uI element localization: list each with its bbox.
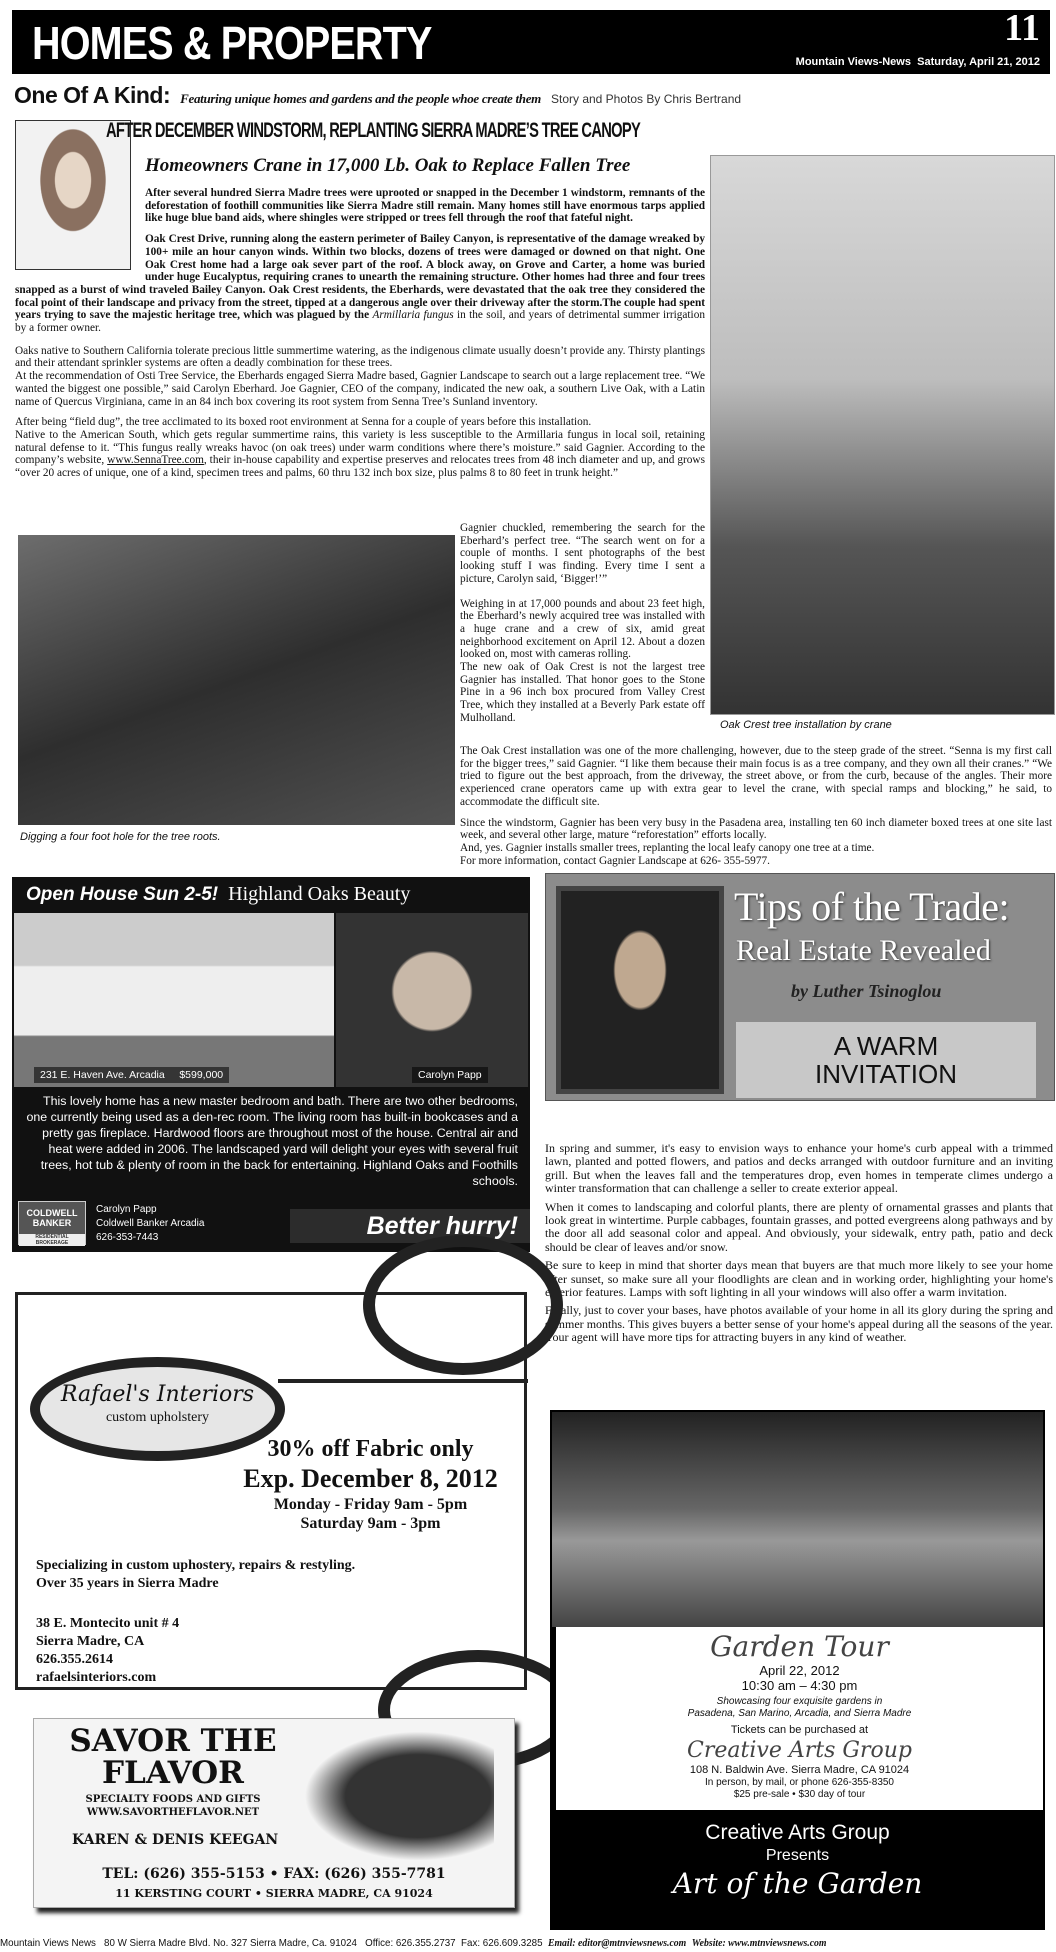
- digging-photo-caption: Digging a four foot hole for the tree roots.: [20, 831, 221, 843]
- open-house-ad: [12, 877, 530, 1252]
- footer-email[interactable]: Email: editor@mtnviewsnews.com: [547, 1938, 687, 1949]
- owners: KAREN & DENIS KEEGAN: [72, 1832, 279, 1848]
- paragraph: After being “field dug”, the tree acclimated to its boxed root environment at Senna for a couple of years before this installation.: [15, 416, 592, 429]
- agent-contact: [96, 1203, 204, 1245]
- organizer-script: Creative Arts Group: [687, 1738, 912, 1763]
- specialty-line: Over 35 years in Sierra Madre: [36, 1576, 219, 1591]
- article-headline: AFTER DECEMBER WINDSTORM, REPLANTING SIERRA MADRE’S TREE CANOPY: [106, 119, 641, 142]
- masthead-info: [796, 56, 1040, 68]
- paragraph: When it comes to landscaping and colorful plants, there are plenty of ornamental grasses and plants that look great in wintertime. Purple cabbages, fountain grasses, and potted evergreens along pathways and by the door all add seasonal color and appeal. And obviously, your sidewalk, entry path, patio and deck should be clear of leaves and/or snow.: [545, 1199, 1053, 1254]
- tour-title: Garden Tour: [710, 1630, 889, 1663]
- decorative-rule: [278, 1379, 528, 1383]
- ticket-methods: In person, by mail, or phone 626-355-8350: [704, 1777, 894, 1788]
- footer-address: 80 W Sierra Madre Blvd. No. 327 Sierra Madre, Ca. 91024: [104, 1937, 357, 1949]
- vintage-illustration: [304, 1731, 494, 1861]
- phone-fax: TEL: (626) 355-5153 • FAX: (626) 355-7781: [102, 1866, 446, 1882]
- senna-link[interactable]: www.SennaTree.com: [107, 454, 204, 467]
- event-name: Art of the Garden: [672, 1867, 923, 1900]
- digging-photo: [18, 535, 455, 825]
- website: rafaelsinteriors.com: [36, 1670, 157, 1685]
- crane-photo: [710, 155, 1055, 715]
- paragraph-text: in the soil, and years of detrimental summer irrigation by a former owner.: [15, 309, 705, 335]
- listing-price: $599,000: [179, 1069, 224, 1081]
- paragraph: The Oak Crest installation was one of the more challenging, however, due to the steep grade of the street. “Senna is my first call for the bigger trees,” said Gagnier. “I like them because their main focus is as a tree company, and they own all their cranes.” “We tried to figure out the best approach, from the driveway, the street above, or from the curb, because of the angles. Their more experienced crane operators came up with extra gear to level the crane, with special ramps and blocking,” he said, to accommodate the difficult site.: [460, 745, 1052, 808]
- event-banner: [552, 1814, 1043, 1902]
- house-photo: [14, 913, 334, 1087]
- article-subhead: Homeowners Crane in 17,000 Lb. Oak to Replace Fallen Tree: [145, 155, 631, 176]
- listing-description: This lovely home has a new master bedroom and bath. There are two other bedrooms, one currently being used as a den-rec room. The living room has built-in bookcases and a pretty gas fireplace. Hardwood floors are throughout most of the house. Central air and heat were added in 2006. The landscaped yard will delight your eyes with several fruit trees, hot tub & plenty of room in the back for entertaining. Highland Oaks and Foothills schools.: [26, 1094, 518, 1188]
- business-address: [36, 1615, 179, 1687]
- paragraph-text: Native to the American South, which gets regular summertime rains, this variety is less susceptible to the Armillaria fungus in local soil, retaining natural defense to it. “This fungus really wreaks havoc (on oak trees) under warm conditions where there’s moisture.” said Gagnier. According to the company’s website,: [15, 428, 705, 467]
- hours-weekday: Monday - Friday 9am - 5pm: [273, 1496, 468, 1513]
- rafaels-interiors-ad: [15, 1292, 527, 1690]
- section-title: HOMES & PROPERTY: [32, 17, 432, 69]
- organizer-name: Creative Arts Group: [705, 1821, 890, 1844]
- tour-date: April 22, 2012: [759, 1663, 840, 1678]
- contact-name: Carolyn Papp: [96, 1204, 157, 1215]
- paragraph: Gagnier chuckled, remembering the search for the Eberhard’s perfect tree. “The search went on for a couple of months. I sent photographs of the best looking stuff I was finding. Every time I sent a picture, Carolyn said, ‘Bigger!’”: [460, 522, 705, 585]
- italic-term: Armillaria fungus: [372, 309, 454, 322]
- address-line: Sierra Madre, CA: [36, 1634, 145, 1649]
- column-byline: by Luther Tsinoglou: [791, 981, 942, 1001]
- agent-caption: Carolyn Papp: [412, 1067, 488, 1083]
- tagline: SPECIALTY FOODS AND GIFTS: [85, 1794, 261, 1805]
- title-line: FLAVOR: [102, 1755, 244, 1791]
- agent-photo: [336, 913, 528, 1087]
- paragraph: After several hundred Sierra Madre trees were uprooted or snapped in the December 1 windstorm, remnants of the deforestation of foothill communities like Sierra Madre still remain. Many homes still have enormous tarps applied like huge blue band aids, where shingles were stripped or trees fell through the roof that fateful night.: [145, 187, 705, 225]
- offer-expiry: Exp. December 8, 2012: [243, 1464, 498, 1493]
- column-kicker: [14, 82, 741, 109]
- listing-address: 231 E. Haven Ave. Arcadia: [40, 1069, 165, 1081]
- paragraph: Oaks native to Southern California tolerate precious little summertime watering, as the indigenous climate usually doesn’t provide any. Thirsty plantings and their attendant sprinkler systems are often a deadly combination for these trees.: [15, 344, 706, 370]
- garden-photo: [552, 1412, 1043, 1627]
- issue-date: Saturday, April 21, 2012: [917, 56, 1040, 68]
- showcase-line: Showcasing four exquisite gardens in: [716, 1696, 883, 1707]
- paragraph: For more information, contact Gagnier Landscape at 626- 355-5977.: [460, 854, 770, 867]
- article: [15, 118, 705, 480]
- kicker-title: One Of A Kind:: [14, 82, 171, 108]
- crane-photo-caption: Oak Crest tree installation by crane: [720, 719, 892, 731]
- phone: 626.355.2614: [36, 1652, 113, 1667]
- decorative-swirl: [363, 1235, 563, 1375]
- columnist-portrait: [556, 886, 724, 1094]
- business-tagline: custom upholstery: [105, 1410, 210, 1425]
- paragraph: [15, 429, 705, 480]
- paragraph: The new oak of Oak Crest is not the largest tree Gagnier has installed. That honor goes to the Stone Pine in a 96 inch box procured from Valley Crest Tree, which they installed at a Beverly Park estate off Mulholland.: [460, 661, 705, 724]
- cta-banner: Better hurry!: [290, 1209, 530, 1243]
- paragraph: Weighing in at 17,000 pounds and about 23 feet high, the Eberhard’s newly acquired tree was installed with a huge crane and a crew of six, amid great neighborhood excitement on April 12. About a dozen looked on, most with cameras rolling.: [460, 597, 705, 661]
- topic-text: A WARM INVITATION: [814, 1031, 958, 1089]
- business-name: [58, 1725, 288, 1789]
- ad-headline: Open House Sun 2-5!: [26, 884, 219, 905]
- paragraph: Be sure to keep in mind that shorter days mean that buyers are that much more likely to see your home after sunset, so make sure all your floodlights are clean and in working order, highlighting your home's exterior features. Lamps with soft lighting in all your windows will also offer a warm invitation.: [545, 1258, 1053, 1300]
- paragraph: Finally, just to cover your bases, have photos available of your home in all its glory during the spring and summer months. This gives buyers a better sense of your home's appeal during all the seasons of the year. Your agent will have more tips for attracting buyers in any kind of weather.: [545, 1303, 1053, 1345]
- footer-paper: Mountain Views News: [0, 1937, 96, 1949]
- footer-fax: Fax: 626.609.3285: [461, 1937, 543, 1949]
- masthead: [12, 7, 1050, 74]
- offer-text: 30% off Fabric only: [267, 1436, 474, 1462]
- showcase-line: Pasadena, San Marino, Arcadia, and Sierra Madre: [687, 1708, 912, 1719]
- logo-text: COLDWELL BANKER: [26, 1208, 78, 1228]
- tour-details: [556, 1627, 1043, 1810]
- organizer-address: 108 N. Baldwin Ave. Sierra Madre, CA 91024: [689, 1764, 910, 1776]
- paragraph-text: , their in-house capability and expertise preserves and relocates trees from 48 inch diameter and up, and grows “over 20 acres of unique, one of a kind, specimen trees and palms, 60 thru 132 inch box size, plus palms 8 to 80 feet in trunk height.”: [15, 454, 705, 480]
- footer-office: Office: 626.355.2737: [365, 1937, 456, 1949]
- tour-time: 10:30 am – 4:30 pm: [741, 1678, 858, 1693]
- address-line: 38 E. Montecito unit # 4: [36, 1616, 180, 1631]
- offer: [218, 1435, 523, 1533]
- presents-text: Presents: [765, 1847, 830, 1864]
- paragraph: At the recommendation of Osti Tree Service, the Eberhards engaged Sierra Madre based, Gagnier Landscape to search out a large replacement tree. “We wanted the biggest one possible,” said Carolyn Eberhard. Joe Gagnier, CEO of the company, indicated the new oak, a southern Live Oak, with a Latin name of Quercus Virginiana, came in an 84 inch box covering its root system from Senna Tree’s Sunland inventory.: [15, 370, 705, 408]
- paragraph: And, yes. Gagnier installs smaller trees, replanting the local leafy canopy one tree at a time.: [460, 841, 875, 854]
- tips-article: [545, 1142, 1053, 1345]
- listing-caption: [34, 1067, 229, 1083]
- contact-phone: 626-353-7443: [96, 1232, 159, 1243]
- tickets-line: Tickets can be purchased at: [730, 1724, 869, 1736]
- savor-the-flavor-ad: [33, 1718, 515, 1908]
- paper-name: Mountain Views-News: [795, 56, 911, 68]
- column-subtitle: Real Estate Revealed: [736, 934, 991, 967]
- business-tagline: [58, 1793, 288, 1819]
- article-continuation: [460, 745, 1052, 867]
- ticket-prices: $25 pre-sale • $30 day of tour: [733, 1789, 866, 1800]
- paragraph: Since the windstorm, Gagnier has been very busy in the Pasadena area, installing ten 60 inch diameter boxed trees at one site last week, and several other large, mature “reforestation” efforts locally.: [460, 816, 1052, 842]
- specialty: [36, 1557, 355, 1593]
- garden-tour-ad: [550, 1410, 1045, 1930]
- column-topic: [736, 1022, 1036, 1098]
- article-column: [460, 522, 705, 725]
- footer-website[interactable]: Website: www.mtnviewsnews.com: [691, 1938, 827, 1949]
- ad-header: [26, 883, 410, 906]
- tips-of-the-trade-banner: [545, 873, 1055, 1101]
- hours-saturday: Saturday 9am - 3pm: [300, 1515, 441, 1532]
- page-footer: [0, 1937, 982, 1949]
- paragraph: In spring and summer, it's easy to envision ways to enhance your home's curb appeal with a trimmed lawn, planted and potted flowers, and patios and decks arranged with outdoor furniture and an inviting grill. But when the leaves fall and the temperatures drop, even homes in temperate climes undergo a winter transformation that can challenge a seller to create exterior appeal.: [545, 1141, 1053, 1196]
- paragraph-text: Oak Crest Drive, running along the eastern perimeter of Bailey Canyon, is representative of the damage wreaked by 100+ mile an hour canyon winds. Within two blocks, dozens of trees were damaged or downed on that night. One Oak Crest home had a large oak sever part of the roof. A block away, on Grove and Carter, a home was buried under huge Eucalyptus, requiring cranes to unearth the remaining structure. Other homes had three and four trees snapped as a burst of wind traveled Bailey Canyon. Oak Crest residents, the Eberhards, were devastated that the oak tree they considered the focal point of their landscape and privacy from the street, tipped at a dangerous angle over their driveway after the storm.The couple had spent years trying to save the majestic heritage tree, which was plagued by the: [15, 233, 705, 322]
- title-line: SAVOR THE: [69, 1723, 277, 1759]
- logo-subtext: RESIDENTIAL BROKERAGE: [19, 1234, 85, 1246]
- business-name: Rafael's Interiors: [60, 1382, 255, 1407]
- ad-title: Highland Oaks Beauty: [228, 883, 411, 905]
- contact-office: Coldwell Banker Arcadia: [96, 1218, 205, 1229]
- byline: Story and Photos By Chris Bertrand: [550, 92, 742, 106]
- column-title: Tips of the Trade:: [734, 884, 1010, 929]
- coldwell-banker-logo: [18, 1201, 86, 1245]
- specialty-line: Specializing in custom uphostery, repairs & restyling.: [36, 1558, 356, 1573]
- address: 11 KERSTING COURT • SIERRA MADRE, CA 91024: [115, 1887, 433, 1900]
- kicker-tagline: Featuring unique homes and gardens and the people whoe create them: [180, 91, 541, 106]
- website: WWW.SAVORTHEFLAVOR.NET: [86, 1807, 260, 1818]
- page-number: 11: [1004, 7, 1040, 49]
